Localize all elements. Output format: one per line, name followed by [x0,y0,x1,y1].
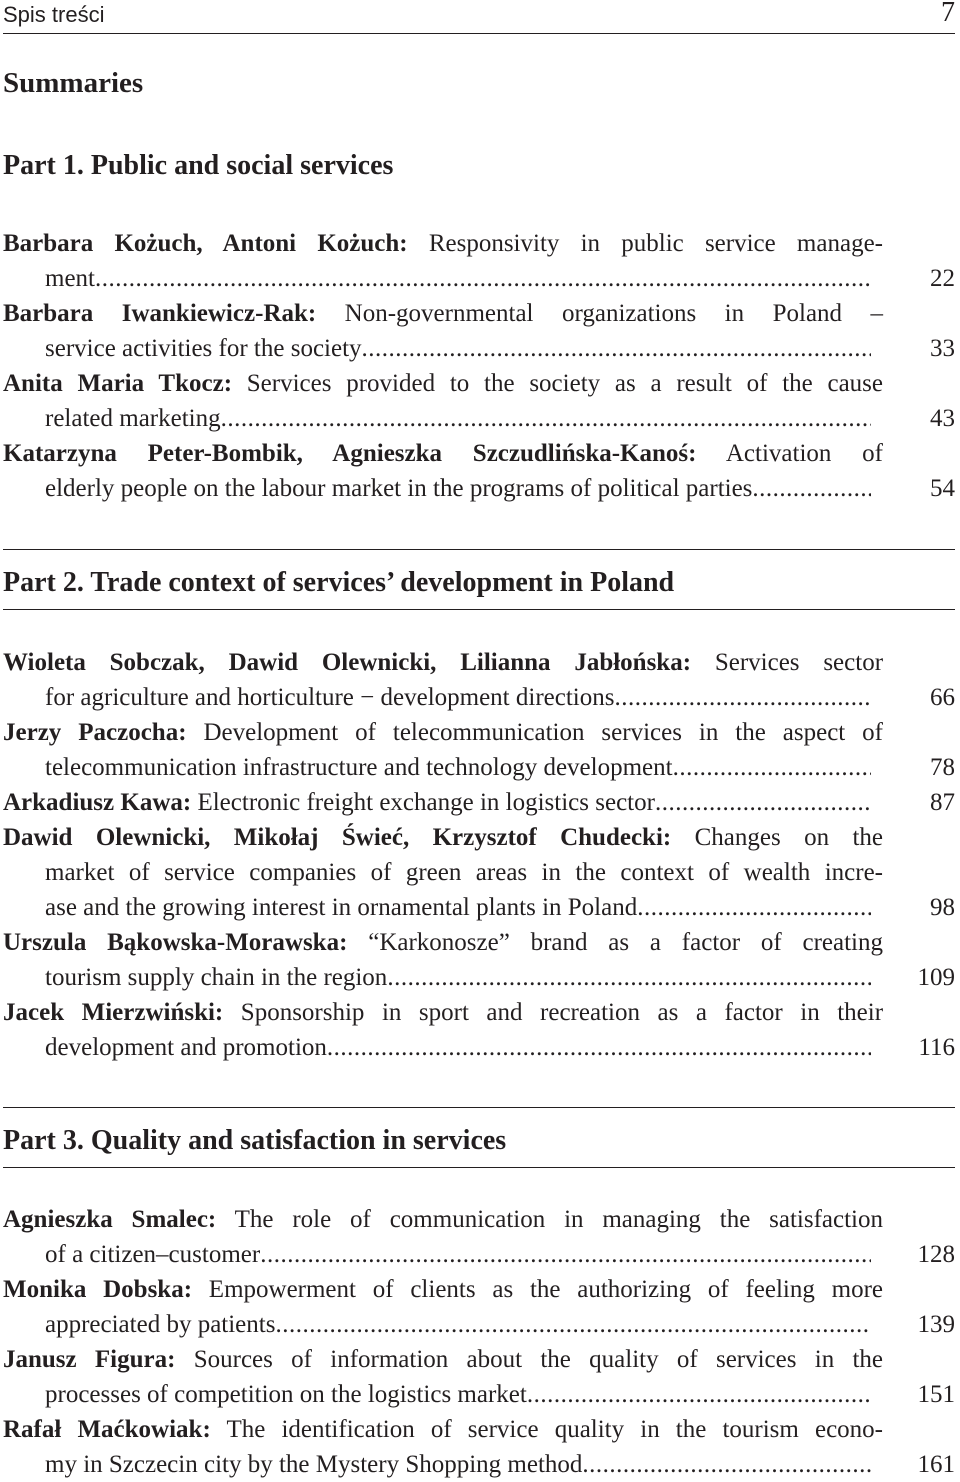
part-1-title: Part 1. Public and social services [3,150,394,181]
entry-author: Anita Maria Tkocz: [3,370,233,397]
toc-entry[interactable] [3,715,955,785]
dot-leader [673,750,871,785]
header-divider [3,33,955,34]
part-2-top-rule [3,549,955,550]
entry-title: “Karkonosze” brand as a factor of creating [368,929,884,956]
section-title: Summaries [3,67,144,99]
entry-author: Arkadiusz Kawa: [3,789,192,816]
entry-page: 161 [917,1451,955,1478]
dot-leader [387,960,871,995]
entry-title-cont: telecommunication infrastructure and technology development [45,754,673,781]
part-3-title: Part 3. Quality and satisfaction in services [3,1125,507,1156]
entry-title: Services sector [714,649,884,676]
entry-title: Changes on the [694,824,883,851]
entry-page: 139 [917,1311,955,1338]
entry-page: 116 [918,1034,955,1061]
entry-title-cont: elderly people on the labour market in the programs of political parties [45,475,753,502]
entry-author: Monika Dobska: [3,1276,193,1303]
entry-page: 43 [930,405,955,432]
toc-entry[interactable] [3,436,955,506]
entry-title: Development of telecommunication services in the aspect of [203,719,884,746]
dot-leader [527,1377,871,1412]
entry-title-cont: ment [45,265,95,292]
toc-entry[interactable] [3,226,955,296]
part-2-bottom-rule [3,609,955,610]
entry-title-cont: market of service companies of green areas in the context of wealth incre- [45,859,883,886]
entry-author: Wioleta Sobczak, Dawid Olewnicki, Lilianna Jabłońska: [3,649,692,676]
entry-page: 78 [930,754,955,781]
entry-page: 151 [917,1381,955,1408]
entry-title: Activation of [725,440,883,467]
entry-page: 33 [930,335,955,362]
entry-title-cont: ase and the growing interest in ornamental plants in Poland [45,894,638,921]
entry-author: Jerzy Paczocha: [3,719,187,746]
entry-page: 98 [930,894,955,921]
dot-leader [275,1307,871,1342]
entry-author: Jacek Mierzwiński: [3,999,224,1026]
toc-entry[interactable] [3,995,955,1065]
running-header-title: Spis treści [3,2,105,27]
entry-page: 22 [930,265,955,292]
entry-title-cont: service activities for the society [45,335,362,362]
entry-page: 66 [930,684,955,711]
dot-leader [655,785,871,820]
entry-title-cont: for agriculture and horticulture − development directions [45,684,615,711]
running-header [3,0,955,32]
entry-title: Services provided to the society as a result of the cause [246,370,884,397]
toc-entry[interactable] [3,820,955,925]
entry-author: Janusz Figura: [3,1346,176,1373]
entry-title-cont: appreciated by patients [45,1311,276,1338]
part-3-bottom-rule [3,1167,955,1168]
toc-entry[interactable] [3,366,955,436]
dot-leader [614,680,871,715]
part-2-title: Part 2. Trade context of services’ development in Poland [3,567,675,598]
dot-leader [260,1237,871,1272]
entry-author: Katarzyna Peter-Bombik, Agnieszka Szczudlińska-Kanoś: [3,440,697,467]
toc-entry[interactable] [3,925,955,995]
entry-page: 109 [917,964,955,991]
toc-entry[interactable] [3,1412,955,1482]
entry-page: 54 [930,475,955,502]
dot-leader [752,471,871,506]
toc-entry[interactable] [3,785,955,820]
entry-title-cont: my in Szczecin city by the Mystery Shopping method [45,1451,583,1478]
entry-title-cont: processes of competition on the logistics market [45,1381,527,1408]
entry-title: Sponsorship in sport and recreation as a factor in their [240,999,884,1026]
entry-author: Barbara Kożuch, Antoni Kożuch: [3,230,408,257]
dot-leader [637,890,871,925]
entry-title-cont: of a citizen–customer [45,1241,261,1268]
entry-page: 87 [930,789,955,816]
dot-leader [362,331,871,366]
page-number: 7 [941,0,955,28]
toc-entry[interactable] [3,296,955,366]
toc-entry[interactable] [3,1202,955,1272]
entry-author: Agnieszka Smalec: [3,1206,217,1233]
dot-leader [582,1447,871,1482]
entry-title: The identification of service quality in the tourism econo- [226,1416,883,1443]
toc-entry[interactable] [3,645,955,715]
entry-title: The role of communication in managing the satisfaction [234,1206,883,1233]
entry-author: Dawid Olewnicki, Mikołaj Świeć, Krzysztof Chudecki: [3,824,672,851]
toc-entry[interactable] [3,1272,955,1342]
entry-page: 128 [917,1241,955,1268]
entry-title: Non-governmental organizations in Poland – [344,300,884,327]
entry-author: Urszula Bąkowska-Morawska: [3,929,348,956]
entry-title: Electronic freight exchange in logistics sector [197,789,655,816]
entry-author: Rafał Maćkowiak: [3,1416,211,1443]
entry-title: Sources of information about the quality of services in the [193,1346,884,1373]
dot-leader [95,261,871,296]
entry-title-cont: development and promotion [45,1034,327,1061]
dot-leader [327,1030,871,1065]
entry-title-cont: tourism supply chain in the region [45,964,388,991]
entry-author: Barbara Iwankiewicz-Rak: [3,300,317,327]
part-3-top-rule [3,1107,955,1108]
entry-title-cont: related marketing [45,405,221,432]
toc-entry[interactable] [3,1342,955,1412]
entry-title: Responsivity in public service manage- [428,230,883,257]
entry-title: Empowerment of clients as the authorizing of feeling more [208,1276,883,1303]
dot-leader [221,401,871,436]
